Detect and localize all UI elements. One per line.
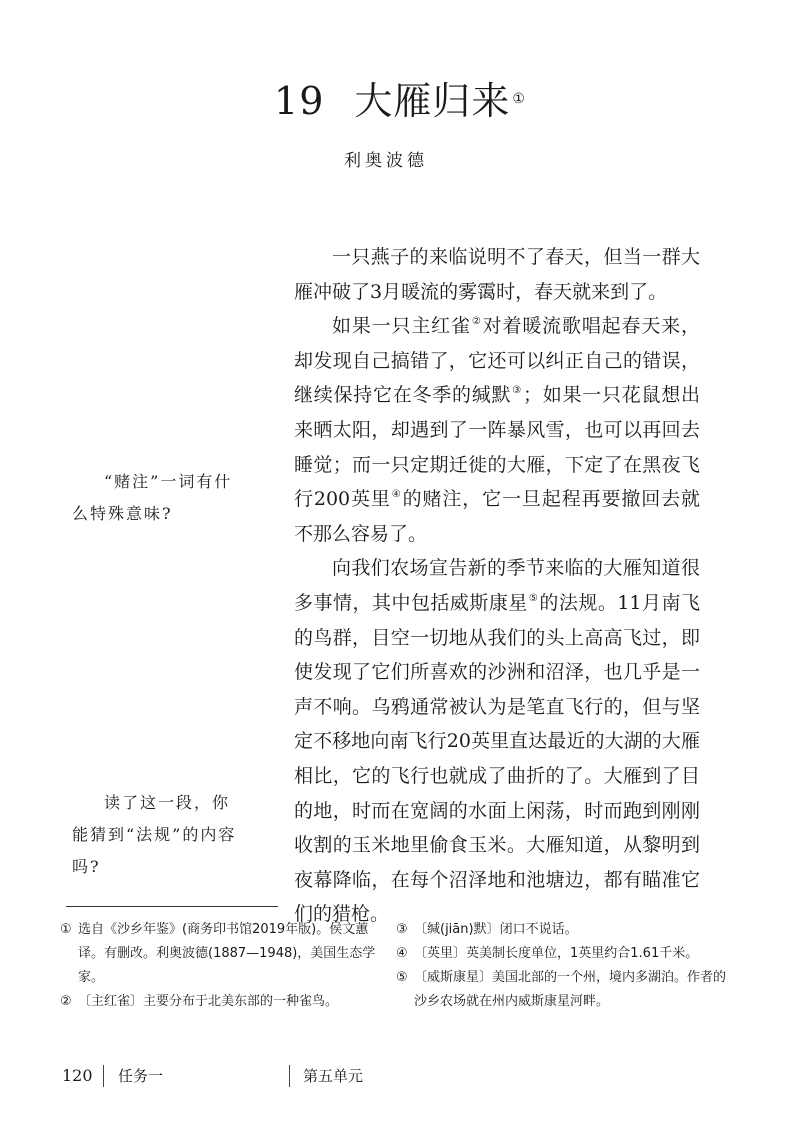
footnote-4-text: 〔英里〕英美制长度单位，1英里约合1.61千米。 bbox=[414, 946, 699, 961]
footer-divider-2 bbox=[289, 1065, 290, 1087]
footnote-3 bbox=[396, 918, 726, 942]
footnote-4 bbox=[396, 942, 726, 966]
footnote-1 bbox=[60, 918, 380, 990]
lesson-title-text: 大雁归来 bbox=[354, 79, 511, 123]
footer-divider-1 bbox=[103, 1065, 104, 1087]
lesson-title bbox=[0, 78, 800, 124]
footer-section: 任务一 bbox=[118, 1067, 164, 1085]
lesson-number: 19 bbox=[274, 79, 325, 123]
footnote-2-text: 〔主红雀〕主要分布于北美东部的一种雀鸟。 bbox=[78, 994, 339, 1009]
paragraph-2 bbox=[294, 309, 700, 551]
footnote-3-text: 〔缄(jiān)默〕闭口不说话。 bbox=[414, 922, 578, 937]
footnote-ref-4[interactable]: ④ bbox=[391, 489, 402, 501]
side-note-1-text: “赌注”一词有什么特殊意味? bbox=[72, 472, 233, 523]
footnote-5-mark: ⑤ bbox=[396, 970, 408, 985]
footnotes-right bbox=[396, 918, 726, 1014]
side-note-2-text: 读了这一段，你能猜到“法规”的内容吗? bbox=[72, 793, 237, 876]
paragraph-2-text-b: 对着暖流歌唱起春天来，却发现自己搞错了，它还可以纠正自己的错误，继续保持它在冬季的缄默 bbox=[294, 315, 700, 407]
footnote-2-mark: ② bbox=[60, 994, 72, 1009]
page-number: 120 bbox=[62, 1066, 93, 1085]
page-footer bbox=[0, 1063, 800, 1093]
footnote-1-mark: ① bbox=[60, 922, 72, 937]
footnote-5 bbox=[396, 966, 726, 1014]
footnote-5-text: 〔威斯康星〕美国北部的一个州，境内多湖泊。作者的沙乡农场就在州内威斯康星河畔。 bbox=[414, 970, 727, 1009]
footnote-ref-2[interactable]: ② bbox=[471, 316, 482, 328]
side-note-1 bbox=[72, 466, 244, 530]
paragraph-1 bbox=[294, 240, 700, 309]
paragraph-2-text-d: 的赌注，它一旦起程再要撤回去就不那么容易了。 bbox=[294, 488, 700, 545]
footnotes-left bbox=[60, 918, 380, 1014]
paragraph-2-text-a: 如果一只主红雀 bbox=[332, 315, 471, 338]
side-note-2 bbox=[72, 787, 244, 883]
paragraph-1-text: 一只燕子的来临说明不了春天，但当一群大雁冲破了3月暖流的雾霭时，春天就来到了。 bbox=[294, 246, 700, 303]
paragraph-2-text-c: ；如果一只花鼠想出来晒太阳，却遇到了一阵暴风雪，也可以再回去睡觉；而一只定期迁徙的大雁，下定了在黑夜飞行200英里 bbox=[294, 384, 700, 511]
footnote-ref-3[interactable]: ③ bbox=[512, 385, 522, 397]
paragraph-3-text-b: 的法规。11月南飞的鸟群，目空一切地从我们的头上高高飞过，即使发现了它们所喜欢的沙洲和沼泽，也几乎是一声不响。乌鸦通常被认为是笔直飞行的，但与坚定不移地向南飞行20英里直达最近的大湖的大雁相比，它的飞行也就成了曲折的了。大雁到了目的地，时而在宽阔的水面上闲荡，时而跑到刚刚收割的玉米地里偷食玉米。大雁知道，从黎明到夜幕降临，在每个沼泽地和池塘边，都有瞄准它们的猎枪。 bbox=[294, 591, 700, 926]
footnote-divider bbox=[66, 906, 278, 907]
footnote-4-mark: ④ bbox=[396, 946, 408, 961]
title-footnote-ref[interactable]: ① bbox=[512, 91, 526, 107]
footnote-ref-5[interactable]: ⑤ bbox=[528, 592, 539, 604]
footnote-1-text: 选自《沙乡年鉴》(商务印书馆2019年版)。侯文蕙译。有删改。利奥波德(1887—1948)，美国生态学家。 bbox=[78, 922, 376, 985]
footer-unit: 第五单元 bbox=[303, 1067, 364, 1085]
main-text bbox=[294, 240, 700, 932]
footnote-2 bbox=[60, 990, 380, 1014]
footnote-3-mark: ③ bbox=[396, 922, 408, 937]
author-name: 利奥波德 bbox=[344, 151, 428, 171]
paragraph-3 bbox=[294, 551, 700, 932]
paragraph-3-text-a: 向我们农场宣告新的季节来临的大雁知道很多事情，其中包括威斯康星 bbox=[294, 557, 700, 614]
